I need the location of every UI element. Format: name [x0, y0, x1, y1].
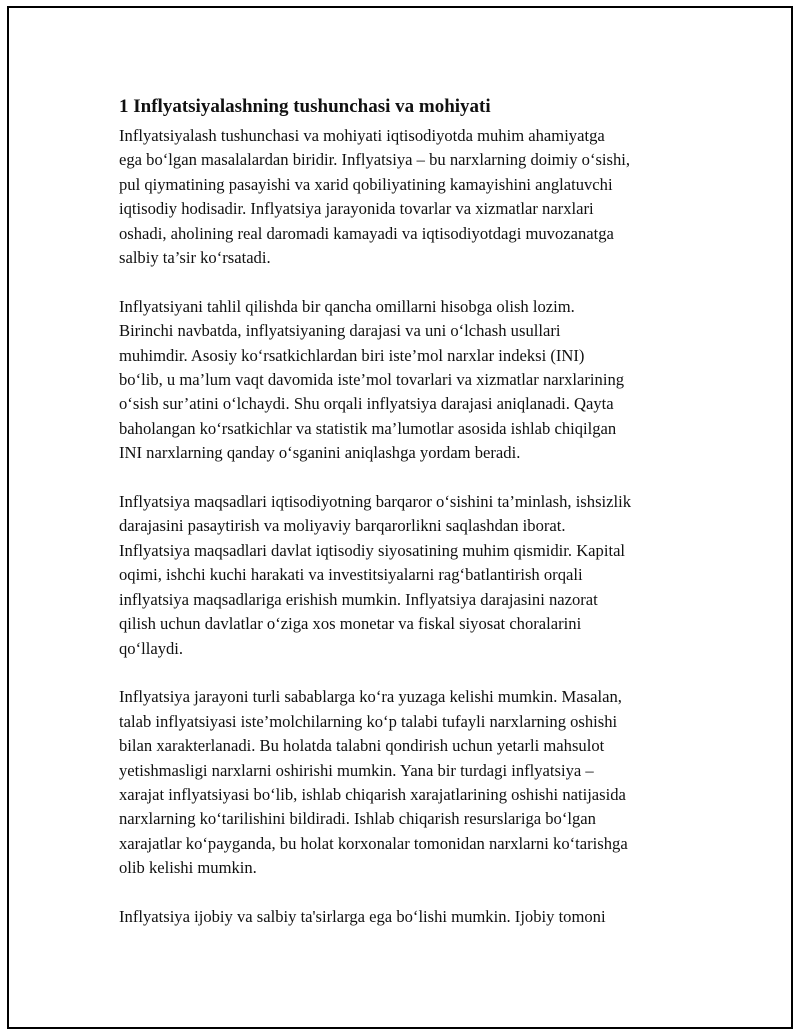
text-line: iqtisodiy hodisadir. Inflyatsiya jarayonida tovarlar va xizmatlar narxlari — [119, 199, 594, 219]
text-line: Inflyatsiya jarayoni turli sabablarga ko‘ra yuzaga kelishi mumkin. Masalan, — [119, 687, 622, 707]
text-line: talab inflyatsiyasi iste’molchilarning ko‘p talabi tufayli narxlarning oshishi — [119, 711, 618, 731]
text-line: INI narxlarning qanday o‘sganini aniqlashga yordam beradi. — [119, 443, 521, 463]
text-line: baholangan ko‘rsatkichlar va statistik ma’lumotlar asosida ishlab chiqilgan — [119, 418, 617, 438]
text-line: inflyatsiya maqsadlariga erishish mumkin. Inflyatsiya darajasini nazorat — [119, 589, 598, 609]
text-line: salbiy ta’sir ko‘rsatadi. — [119, 248, 271, 268]
paragraph-definition — [119, 124, 699, 270]
paragraph-goals — [119, 490, 699, 661]
text-line: narxlarning ko‘tarilishini bildiradi. Ishlab chiqarish resurslariga bo‘lgan — [119, 809, 596, 829]
text-line: darajasini pasaytirish va moliyaviy barqarorlikni saqlashdan iborat. — [119, 516, 566, 536]
text-line: Birinchi navbatda, inflyatsiyaning darajasi va uni o‘lchash usullari — [119, 321, 561, 341]
text-line: xarajatlar ko‘payganda, bu holat korxonalar tomonidan narxlarni ko‘tarishga — [119, 833, 628, 853]
text-line: bilan xarakterlanadi. Bu holatda talabni qondirish uchun yetarli mahsulot — [119, 736, 605, 756]
paragraph-causes — [119, 685, 699, 880]
text-line: Inflyatsiyani tahlil qilishda bir qancha omillarni hisobga olish lozim. — [119, 296, 575, 316]
text-line: oqimi, ishchi kuchi harakati va investitsiyalarni rag‘batlantirish orqali — [119, 565, 583, 585]
text-line: qilish uchun davlatlar o‘ziga xos monetar va fiskal siyosat choralarini — [119, 614, 582, 634]
text-line: olib kelishi mumkin. — [119, 858, 257, 878]
section-heading: 1 Inflyatsiyalashning tushunchasi va mohiyati — [119, 96, 491, 117]
text-line: oshadi, aholining real daromadi kamayadi va iqtisodiyotdagi muvozanatga — [119, 223, 614, 243]
paragraph-effects — [119, 905, 699, 929]
document-page — [7, 6, 793, 1029]
text-line: Inflyatsiya ijobiy va salbiy ta'sirlarga ega bo‘lishi mumkin. Ijobiy tomoni — [119, 906, 606, 926]
text-line: qo‘llaydi. — [119, 638, 184, 658]
document-body — [119, 94, 699, 954]
text-line: xarajat inflyatsiyasi bo‘lib, ishlab chiqarish xarajatlarining oshishi natijasida — [119, 784, 626, 804]
text-line: bo‘lib, u ma’lum vaqt davomida iste’mol tovarlari va xizmatlar narxlarining — [119, 370, 625, 390]
paragraph-analysis — [119, 295, 699, 466]
text-line: o‘sish sur’atini o‘lchaydi. Shu orqali inflyatsiya darajasi aniqlanadi. Qayta — [119, 394, 614, 414]
text-line: yetishmasligi narxlarni oshirishi mumkin. Yana bir turdagi inflyatsiya – — [119, 760, 594, 780]
text-line: Inflyatsiyalash tushunchasi va mohiyati iqtisodiyotda muhim ahamiyatga — [119, 126, 605, 145]
text-line: muhimdir. Asosiy ko‘rsatkichlardan biri iste’mol narxlar indeksi (INI) — [119, 345, 585, 365]
text-line: pul qiymatining pasayishi va xarid qobiliyatining kamayishini anglatuvchi — [119, 174, 613, 194]
text-line: Inflyatsiya maqsadlari davlat iqtisodiy siyosatining muhim qismidir. Kapital — [119, 540, 626, 560]
text-line: ega bo‘lgan masalalardan biridir. Inflyatsiya – bu narxlarning doimiy o‘sishi, — [119, 150, 631, 170]
text-line: Inflyatsiya maqsadlari iqtisodiyotning barqaror o‘sishini ta’minlash, ishsizlik — [119, 492, 632, 512]
